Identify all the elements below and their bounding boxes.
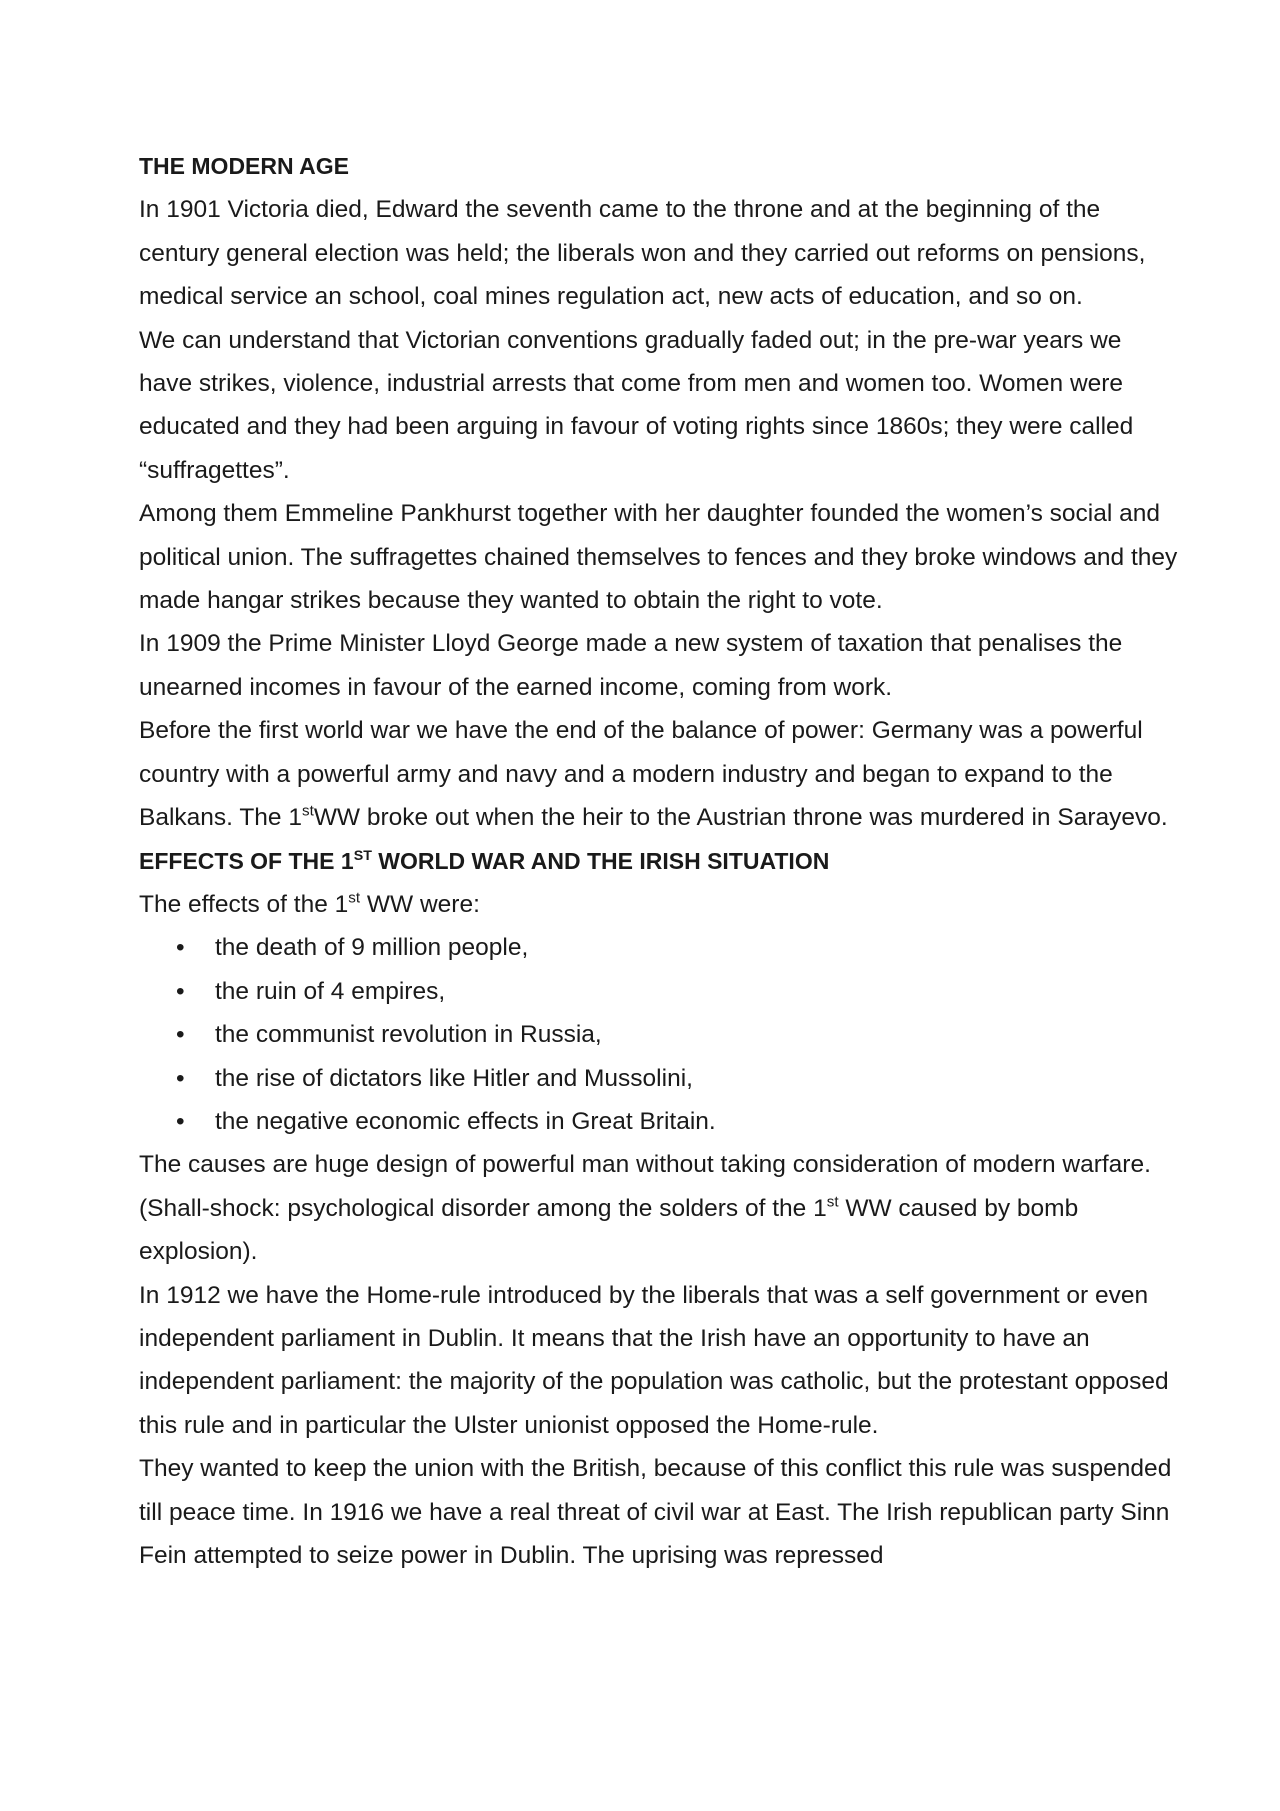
paragraph-7: In 1912 we have the Home-rule introduced by the liberals that was a self government or even independent parliament in Dublin. It means that the Irish have an opportunity to have an independent parliament: the majority of the population was catholic, but the protestant opposed this rule and in particular the Ulster unionist opposed the Home-rule.	[139, 1281, 1169, 1439]
bullet-icon: •	[176, 1021, 185, 1049]
paragraph-2: We can understand that Victorian conventions gradually faded out; in the pre-war years we have strikes, violence, industrial arrests that come from men and women too. Women were educated and they had been arguing in favour of voting rights since 1860s; they were called “suffragettes”.	[139, 326, 1134, 484]
bullet-icon: •	[176, 977, 185, 1005]
paragraph-6: The causes are huge design of powerful man without taking consideration of modern warfare. (Shall-shock: psychological disorder among the solders of the 1st WW caused by bomb explosion).	[139, 1151, 1151, 1266]
list-item: • the communist revolution in Russia,	[139, 1013, 1179, 1056]
list-item: • the negative economic effects in Great Britain.	[139, 1100, 1179, 1143]
document-page	[139, 145, 1179, 1577]
paragraph-3: Among them Emmeline Pankhurst together with her daughter founded the women’s social and political union. The suffragettes chained themselves to fences and they broke windows and they made hangar strikes because they wanted to obtain the right to vote.	[139, 500, 1178, 615]
bullet-icon: •	[176, 934, 185, 962]
paragraph-8: They wanted to keep the union with the British, because of this conflict this rule was suspended till peace time. In 1916 we have a real threat of civil war at East. The Irish republican party Sinn Fein attempted to seize power in Dublin. The uprising was repressed	[139, 1455, 1172, 1569]
bullet-icon: •	[176, 1064, 185, 1092]
section-heading: EFFECTS OF THE 1ST WORLD WAR AND THE IRISH SITUATION	[139, 847, 830, 874]
effects-intro: The effects of the 1st WW were:	[139, 889, 480, 918]
page-title: THE MODERN AGE	[139, 153, 349, 179]
effects-list	[139, 926, 1179, 1143]
paragraph-1: In 1901 Victoria died, Edward the seventh came to the throne and at the beginning of the century general election was held; the liberals won and they carried out reforms on pensions, medical service an school, coal mines regulation act, new acts of education, and so on.	[139, 196, 1146, 311]
list-item: • the death of 9 million people,	[139, 926, 1179, 969]
paragraph-5: Before the first world war we have the end of the balance of power: Germany was a powerful country with a powerful army and navy and a modern industry and began to expand to the Balkans. The 1stWW broke out when the heir to the Austrian throne was murdered in Sarayevo.	[139, 717, 1168, 832]
list-item: • the rise of dictators like Hitler and Mussolini,	[139, 1057, 1179, 1100]
paragraph-4: In 1909 the Prime Minister Lloyd George made a new system of taxation that penalises the unearned incomes in favour of the earned income, coming from work.	[139, 630, 1123, 701]
list-item: • the ruin of 4 empires,	[139, 970, 1179, 1013]
bullet-icon: •	[176, 1107, 185, 1135]
